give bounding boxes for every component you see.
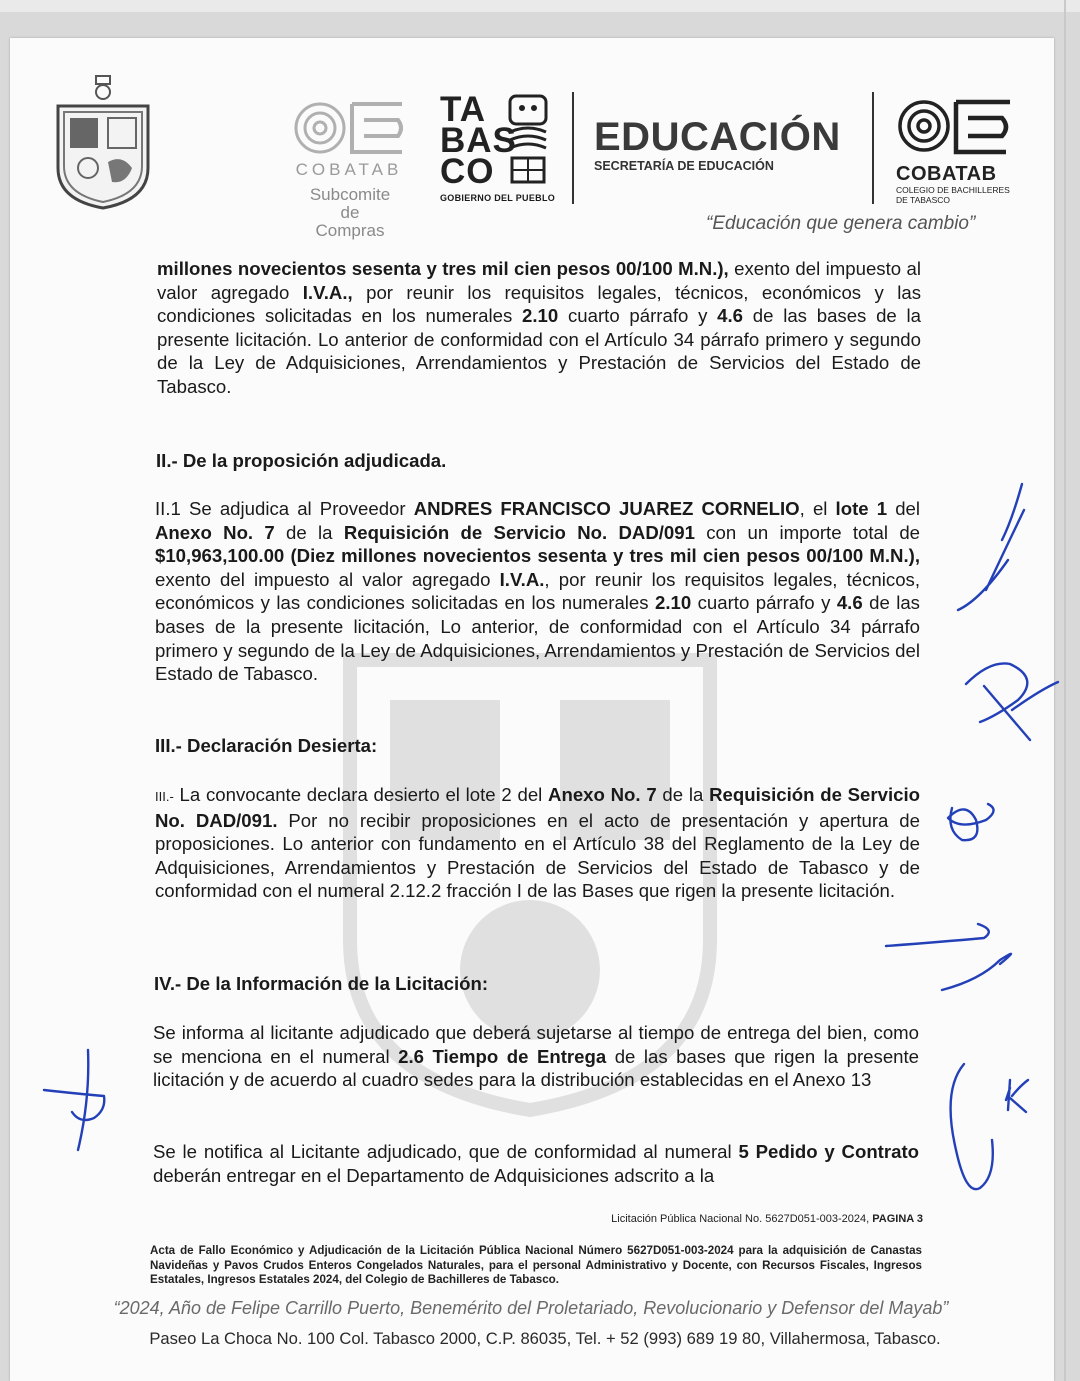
olmec-head-icon (506, 94, 550, 186)
scan-top-strip (0, 0, 1080, 12)
header-divider (872, 92, 874, 204)
cobatab-name: COBATAB (896, 163, 997, 185)
section-heading: II.- De la proposición adjudicada. (156, 450, 447, 471)
numeral-text: 5 Pedido y Contrato (738, 1141, 920, 1162)
cobatab-logo-icon (290, 98, 408, 158)
cobatab-faded-logo (284, 98, 414, 180)
text-run: , por reunir los requisitos legales, técnicos, económicos y las condiciones solicitadas en los numerales (155, 568, 920, 614)
section2-paragraph (155, 497, 920, 686)
lote-text: lote 1 (835, 498, 888, 519)
tabasco-logo-line: BAS (440, 121, 517, 160)
year-motto: “2024, Año de Felipe Carrillo Puerto, Benemérito del Proletariado, Revolucionario y Defensor del Mayab” (113, 1298, 949, 1318)
education-subtitle: SECRETARÍA DE EDUCACIÓN (594, 159, 774, 173)
page-number: PAGINA 3 (872, 1213, 923, 1225)
stamp-line: Subcomite (309, 185, 391, 204)
text-run: Por no recibir proposiciones en el acto de presentación y apertura de proposiciones. Lo anterior con fundamento en el Artículo 38 del Reglamento de la Ley de Adquisiciones, Arrendamientos y Prestación de Servicios del Estado de Tabasco y de conformidad con el numeral 2.12.2 fracción I de las Bases que rigen la presente licitación. (155, 809, 920, 902)
numeral-text: 2.10 (655, 592, 692, 614)
tabasco-coat-of-arms-icon (52, 72, 154, 212)
amount-text: millones novecientos sesenta y tres mil cien pesos 00/100 M.N.), (157, 258, 729, 279)
page-edge (1064, 0, 1066, 1381)
stamp-line: de (340, 203, 360, 222)
reference-text: Licitación Pública Nacional No. 5627D051-003-2024, (611, 1213, 873, 1225)
text-run: de las bases de la presente licitación, Lo anterior, de conformidad con el Artículo 34 párrafo primero y segundo de la Ley de Adquisiciones, Arrendamientos y Prestación de Servicios del Estado de Tabasco. (155, 592, 920, 685)
acta-description: Acta de Fallo Económico y Adjudicación de la Licitación Pública Nacional Número 5627D051-003-2024 para la adquisición de Canastas Navideñas y Pavos Crudos Enteros Congelados Naturales, para el personal Administrativo y Docente, con Recursos Fiscales, Ingresos Estatales, Ingresos Estatales 2024, del Colegio de Bachilleres de Tabasco. (150, 1244, 922, 1286)
text-run: II.1 Se adjudica al Proveedor (155, 498, 414, 519)
anexo-text: Anexo No. 7 (548, 784, 657, 805)
section4-paragraph-1 (153, 1021, 919, 1092)
header-divider (572, 92, 574, 204)
intro-paragraph (157, 257, 921, 399)
numeral-text: 4.6 (717, 305, 744, 327)
licitacion-reference (611, 1213, 923, 1225)
iva-text: I.V.A., (302, 281, 353, 303)
section3-paragraph (155, 783, 920, 903)
cobatab-desc: DE TABASCO (896, 194, 951, 205)
slogan: “Educación que genera cambio” (706, 213, 976, 234)
text-run: La convocante declara desierto el lote 2 del (173, 784, 549, 805)
text-run: , el (799, 498, 836, 519)
text-run: de las bases de la presente licitación. Lo anterior de conformidad con el Artículo 34 párrafo primero y segundo de la Ley de Adquisiciones, Arrendamientos y Prestación de Servicios del Estado de Tabasco. (157, 305, 921, 397)
education-title: EDUCACIÓN (594, 115, 841, 159)
text-run: deberán entregar en el Departamento de Adquisiciones adscrito a la (153, 1164, 715, 1186)
text-run: de la (656, 784, 710, 805)
tabasco-caption: GOBIERNO DEL PUEBLO (440, 193, 556, 203)
text-run: exento del impuesto al valor agregado (155, 568, 500, 590)
numeral-text: 2.10 (522, 305, 559, 327)
tabasco-government-logo (440, 90, 560, 203)
iva-text: I.V.A. (499, 568, 545, 590)
text-run: por reunir los requisitos legales, técnicos, económicos y las condiciones solicitadas en los numerales (157, 281, 921, 327)
section-prefix: III.- (155, 789, 174, 804)
cobatab-logo-icon (896, 98, 1014, 156)
text-run: Se le notifica al Licitante adjudicado, que de conformidad al numeral (153, 1141, 739, 1162)
amount-text: $10,963,100.00 (Diez millones novecientos sesenta y tres mil cien pesos 00/100 M.N.), (155, 545, 920, 567)
anexo-text: Anexo No. 7 (155, 521, 275, 543)
requisition-text: Requisición de Servicio No. DAD/091 (343, 521, 695, 543)
section4-paragraph-2 (153, 1140, 919, 1187)
cobatab-logo (896, 98, 1026, 205)
address: Paseo La Choca No. 100 Col. Tabasco 2000, C.P. 86035, Tel. + 52 (993) 689 19 80, Villahermosa, Tabasco. (149, 1329, 941, 1348)
numeral-text: 4.6 (836, 592, 863, 614)
text-run: exento del impuesto al valor agregado (157, 258, 921, 303)
text-run: con un importe total de (694, 521, 920, 543)
cobatab-desc: COLEGIO DE BACHILLERES (896, 185, 1010, 195)
subcomite-stamp (290, 186, 410, 240)
text-run: de las bases que rigen la presente licitación y de acuerdo al cuadro sedes para la distribución establecidas en el Anexo 13 (153, 1045, 920, 1091)
tabasco-logo-line: TA (440, 90, 487, 129)
section-heading: IV.- De la Información de la Licitación: (154, 973, 489, 994)
requisition-text: Requisición de Servicio No. DAD/091. (155, 784, 921, 831)
text-run: cuarto párrafo y (691, 592, 837, 614)
cobatab-faded-name: COBATAB (295, 160, 403, 179)
text-run: Se informa al licitante adjudicado que deberá sujetarse al tiempo de entrega del bien, como se menciona en el numeral (153, 1022, 919, 1067)
section-heading: III.- Declaración Desierta: (155, 735, 378, 756)
tabasco-logo-line: CO (440, 152, 495, 191)
stamp-line: Compras (315, 221, 385, 240)
provider-name: ANDRES FRANCISCO JUAREZ CORNELIO (413, 498, 800, 519)
education-logo (594, 115, 841, 173)
text-run: de la (274, 521, 344, 543)
text-run: cuarto párrafo y (558, 305, 718, 327)
numeral-text: 2.6 Tiempo de Entrega (398, 1045, 607, 1067)
text-run: del (887, 498, 921, 519)
